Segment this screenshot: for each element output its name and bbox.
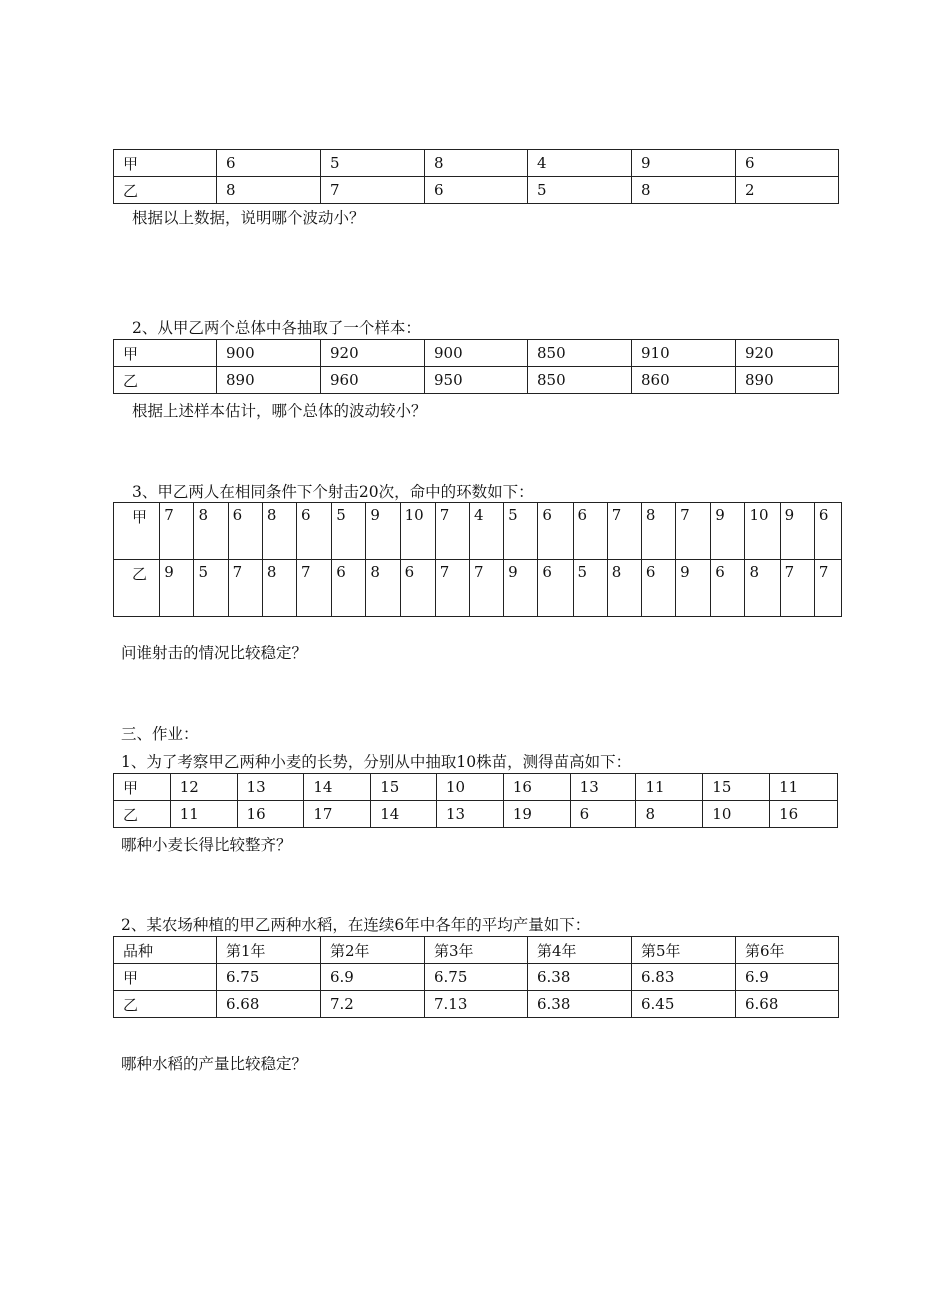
table-cell: 8 [217, 177, 321, 204]
q3-table [113, 502, 842, 617]
table-row [114, 503, 842, 560]
table-cell: 7 [435, 560, 469, 617]
table-cell: 6 [736, 150, 839, 177]
table-cell: 9 [780, 503, 814, 560]
table-row [114, 991, 839, 1018]
row-label: 乙 [114, 177, 217, 204]
row-label: 乙 [114, 367, 217, 394]
table-cell: 7 [469, 560, 503, 617]
column-header: 第3年 [425, 937, 528, 964]
table-cell: 9 [711, 503, 745, 560]
q1-table [113, 149, 839, 204]
table-cell: 950 [425, 367, 528, 394]
homework-heading: 三、作业： [121, 725, 199, 743]
hw1-title: 1、为了考察甲乙两种小麦的长势，分别从中抽取10株苗，测得苗高如下： [121, 753, 632, 771]
hw1-question: 哪种小麦长得比较整齐？ [121, 836, 292, 854]
table-cell: 7 [228, 560, 262, 617]
table-cell: 8 [194, 503, 228, 560]
table-row [114, 560, 842, 617]
table-cell: 16 [503, 774, 570, 801]
table-cell: 6 [425, 177, 528, 204]
row-label: 甲 [114, 503, 160, 560]
table-cell: 850 [528, 367, 632, 394]
table-cell: 11 [770, 774, 838, 801]
table-cell: 6 [228, 503, 262, 560]
table-cell: 5 [573, 560, 607, 617]
table-cell: 6 [570, 801, 636, 828]
table-cell: 9 [632, 150, 736, 177]
table-cell: 5 [528, 177, 632, 204]
table-cell: 860 [632, 367, 736, 394]
table-cell: 6.45 [632, 991, 736, 1018]
table-cell: 16 [237, 801, 304, 828]
table-cell: 5 [321, 150, 425, 177]
table-cell: 6 [400, 560, 435, 617]
table-cell: 7 [780, 560, 814, 617]
table-cell: 11 [170, 801, 237, 828]
table-cell: 4 [469, 503, 503, 560]
table-cell: 8 [425, 150, 528, 177]
table-cell: 890 [736, 367, 839, 394]
table-cell: 11 [636, 774, 703, 801]
table-cell: 19 [503, 801, 570, 828]
column-header: 第5年 [632, 937, 736, 964]
table-cell: 850 [528, 340, 632, 367]
table-cell: 8 [262, 503, 296, 560]
column-header: 品种 [114, 937, 217, 964]
table-row [114, 340, 839, 367]
table-cell: 9 [504, 560, 538, 617]
q3-title: 3、甲乙两人在相同条件下个射击20次，命中的环数如下： [132, 483, 534, 501]
table-cell: 7 [160, 503, 194, 560]
table-cell: 6.9 [321, 964, 425, 991]
table-cell: 9 [676, 560, 711, 617]
table-row [114, 367, 839, 394]
table-cell: 10 [745, 503, 780, 560]
table-cell: 6 [711, 560, 745, 617]
table-cell: 6 [538, 560, 573, 617]
column-header: 第4年 [528, 937, 632, 964]
table-cell: 6 [217, 150, 321, 177]
table-cell: 2 [736, 177, 839, 204]
table-cell: 8 [641, 503, 675, 560]
hw1-table [113, 773, 838, 828]
table-cell: 6.68 [736, 991, 839, 1018]
row-label: 甲 [114, 774, 171, 801]
q2-table [113, 339, 839, 394]
table-row [114, 177, 839, 204]
table-row [114, 801, 838, 828]
hw2-table [113, 936, 839, 1018]
table-cell: 920 [736, 340, 839, 367]
table-cell: 14 [371, 801, 437, 828]
table-header-row [114, 937, 839, 964]
table-cell: 6.9 [736, 964, 839, 991]
table-cell: 6 [814, 503, 841, 560]
row-label: 乙 [114, 560, 160, 617]
table-cell: 5 [332, 503, 366, 560]
table-cell: 15 [371, 774, 437, 801]
table-cell: 6.38 [528, 991, 632, 1018]
table-cell: 7 [676, 503, 711, 560]
table-cell: 900 [217, 340, 321, 367]
table-cell: 13 [237, 774, 304, 801]
table-cell: 6.83 [632, 964, 736, 991]
table-cell: 920 [321, 340, 425, 367]
table-cell: 8 [636, 801, 703, 828]
table-cell: 7 [814, 560, 841, 617]
table-cell: 4 [528, 150, 632, 177]
table-cell: 8 [632, 177, 736, 204]
row-label: 甲 [114, 150, 217, 177]
table-cell: 15 [703, 774, 770, 801]
table-row [114, 774, 838, 801]
table-cell: 6.75 [425, 964, 528, 991]
table-row [114, 150, 839, 177]
table-cell: 12 [170, 774, 237, 801]
table-cell: 8 [607, 560, 641, 617]
row-label: 乙 [114, 801, 171, 828]
q2-title: 2、从甲乙两个总体中各抽取了一个样本： [132, 319, 421, 337]
column-header: 第6年 [736, 937, 839, 964]
q3-question: 问谁射击的情况比较稳定？ [121, 644, 308, 662]
table-cell: 16 [770, 801, 838, 828]
table-cell: 9 [366, 503, 400, 560]
table-cell: 900 [425, 340, 528, 367]
table-cell: 910 [632, 340, 736, 367]
table-cell: 10 [437, 774, 504, 801]
table-cell: 890 [217, 367, 321, 394]
table-cell: 6.68 [217, 991, 321, 1018]
q2-question: 根据上述样本估计，哪个总体的波动较小？ [132, 402, 427, 420]
hw2-question: 哪种水稻的产量比较稳定？ [121, 1055, 308, 1073]
table-cell: 17 [304, 801, 371, 828]
table-cell: 7 [435, 503, 469, 560]
table-cell: 7 [321, 177, 425, 204]
row-label: 乙 [114, 991, 217, 1018]
table-cell: 8 [262, 560, 296, 617]
table-cell: 5 [504, 503, 538, 560]
table-cell: 6 [641, 560, 675, 617]
table-cell: 10 [400, 503, 435, 560]
row-label: 甲 [114, 964, 217, 991]
table-cell: 6 [573, 503, 607, 560]
hw2-title: 2、某农场种植的甲乙两种水稻，在连续6年中各年的平均产量如下： [121, 916, 591, 934]
table-cell: 13 [437, 801, 504, 828]
q1-question: 根据以上数据，说明哪个波动小？ [132, 209, 365, 227]
row-label: 甲 [114, 340, 217, 367]
table-cell: 7 [297, 560, 332, 617]
table-cell: 6 [538, 503, 573, 560]
table-cell: 5 [194, 560, 228, 617]
table-cell: 960 [321, 367, 425, 394]
table-cell: 8 [745, 560, 780, 617]
table-cell: 6.75 [217, 964, 321, 991]
table-cell: 8 [366, 560, 400, 617]
table-cell: 7 [607, 503, 641, 560]
table-cell: 13 [570, 774, 636, 801]
column-header: 第2年 [321, 937, 425, 964]
table-cell: 7.2 [321, 991, 425, 1018]
table-cell: 10 [703, 801, 770, 828]
column-header: 第1年 [217, 937, 321, 964]
table-cell: 7.13 [425, 991, 528, 1018]
table-row [114, 964, 839, 991]
table-cell: 6 [297, 503, 332, 560]
table-cell: 6 [332, 560, 366, 617]
table-cell: 14 [304, 774, 371, 801]
table-cell: 6.38 [528, 964, 632, 991]
table-cell: 9 [160, 560, 194, 617]
